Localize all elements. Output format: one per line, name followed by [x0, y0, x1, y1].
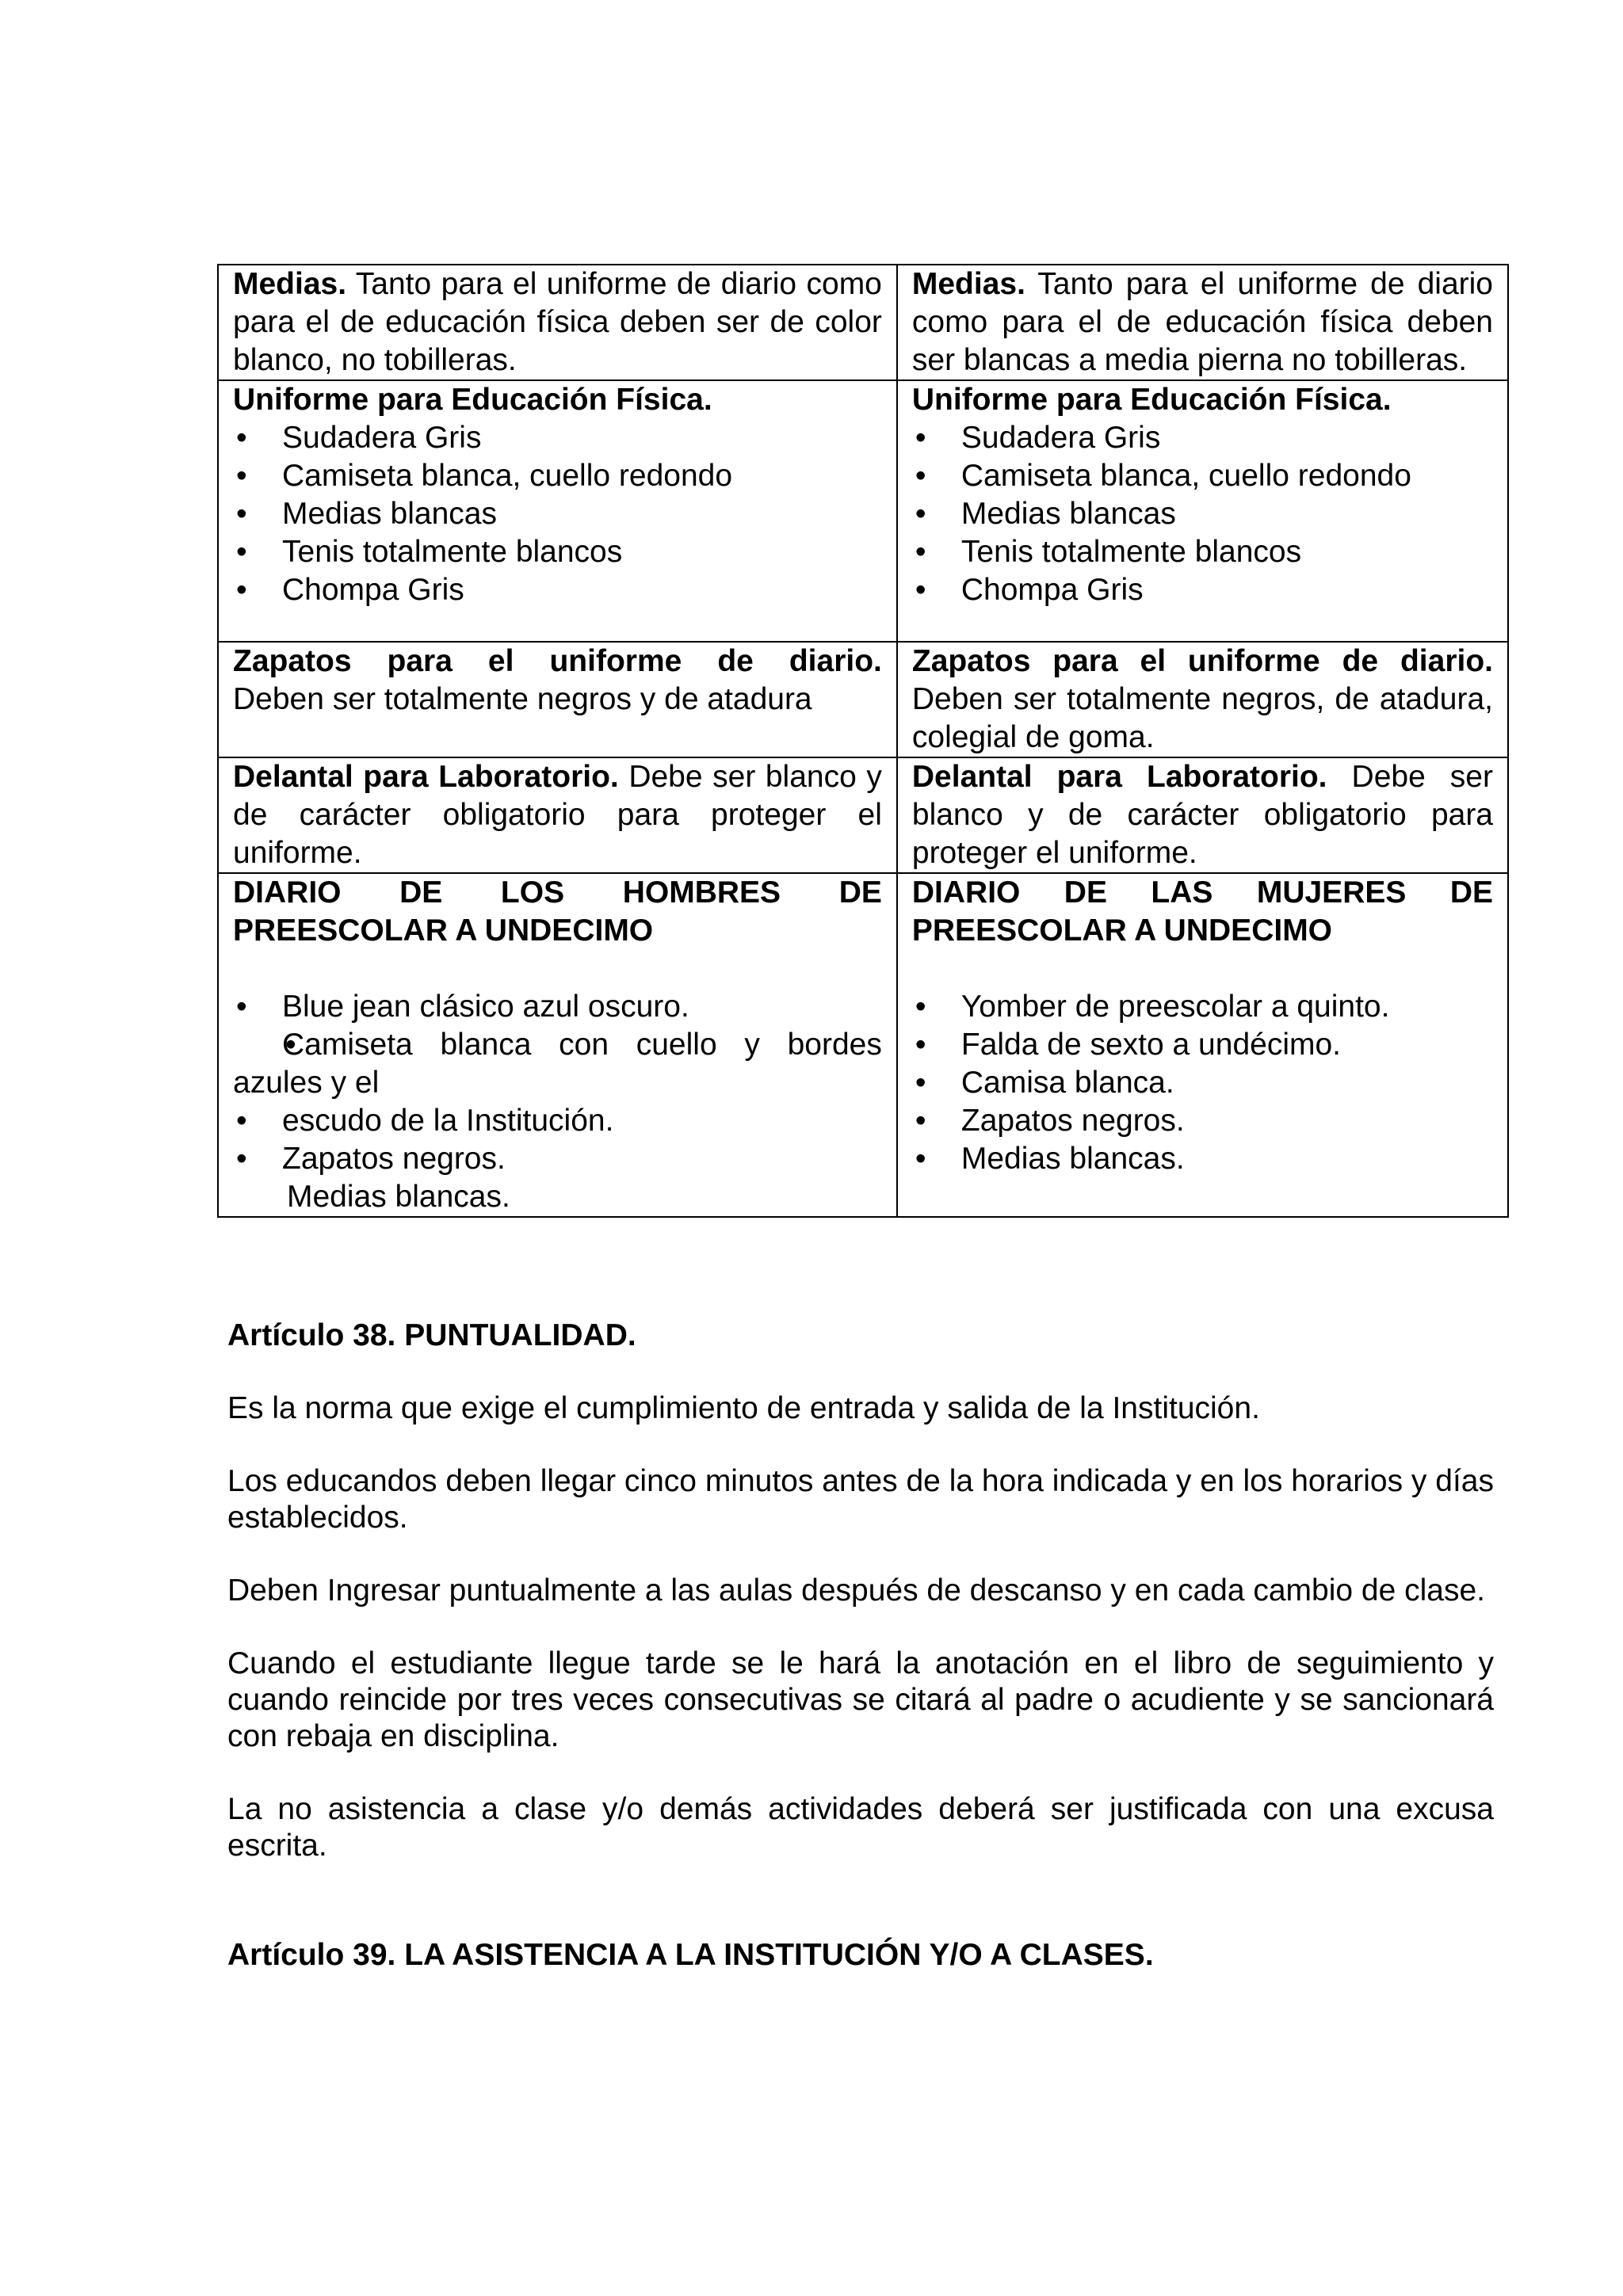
- table-cell-right: [897, 642, 1508, 757]
- paragraph: Cuando el estudiante llegue tarde se le hará la anotación en el libro de seguimiento y cuando reincide por tres veces consecutivas se citará al padre o acudiente y se sancionará con rebaja en disciplina.: [227, 1646, 1494, 1753]
- cell-title: Medias.: [911, 267, 1025, 301]
- list-item: • Chompa Gris: [233, 571, 882, 609]
- table-row: [218, 265, 1508, 380]
- cell-title: Zapatos para el uniforme de diario.: [233, 644, 882, 678]
- list-item: • Camisa blanca.: [912, 1064, 1493, 1102]
- bullet-list: [912, 419, 1493, 609]
- list-item: • Medias blancas: [233, 495, 882, 533]
- cell-title: Zapatos para el uniforme de diario.: [911, 644, 1493, 678]
- list-item: • Camiseta blanca, cuello redondo: [912, 457, 1493, 495]
- list-item: • Sudadera Gris: [233, 419, 882, 457]
- list-item: • Blue jean clásico azul oscuro.: [233, 988, 882, 1026]
- paragraph: Los educandos deben llegar cinco minutos antes de la hora indicada y en los horarios y días establecidos.: [227, 1464, 1494, 1535]
- table-cell-right: [897, 757, 1508, 873]
- list-item: • Medias blancas: [912, 495, 1493, 533]
- table-row: [218, 642, 1508, 757]
- list-item: • Zapatos negros.: [233, 1140, 882, 1178]
- table-cell-right: [897, 265, 1508, 380]
- article-38-heading: Artículo 38. PUNTUALIDAD.: [227, 1318, 636, 1352]
- table-cell-left: [218, 642, 897, 757]
- uniform-table: [217, 264, 1509, 1218]
- cell-text: Deben ser totalmente negros, de atadura, colegial de goma.: [911, 682, 1493, 754]
- article-body: [227, 1318, 1494, 1974]
- list-item: • Yomber de preescolar a quinto.: [912, 988, 1493, 1026]
- list-item: • Sudadera Gris: [912, 419, 1493, 457]
- table-cell-left: [218, 757, 897, 873]
- cell-text: Tanto para el uniforme de diario como para el de educación física deben ser de color blanco, no tobilleras.: [233, 267, 882, 377]
- list-item: • Camiseta blanca con cuello y bordes azules y el: [233, 1026, 882, 1102]
- table-row: [218, 757, 1508, 873]
- table-cell-left: [218, 265, 897, 380]
- table-row: [218, 380, 1508, 642]
- cell-title: PREESCOLAR A UNDECIMO: [233, 913, 654, 948]
- list-item: Medias blancas.: [287, 1180, 510, 1214]
- article-39-heading: Artículo 39. LA ASISTENCIA A LA INSTITUCIÓN Y/O A CLASES.: [227, 1938, 1154, 1972]
- cell-title: Delantal para Laboratorio.: [233, 760, 619, 794]
- list-item: • Tenis totalmente blancos: [912, 533, 1493, 571]
- cell-text: Debe ser blanco y de carácter obligatorio para proteger el uniforme.: [911, 760, 1493, 870]
- table-cell-right: [897, 380, 1508, 642]
- cell-title: PREESCOLAR A UNDECIMO: [911, 913, 1333, 948]
- bullet-list: [233, 988, 882, 1216]
- list-item: • Zapatos negros.: [912, 1102, 1493, 1140]
- cell-text: Deben ser totalmente negros y de atadura: [233, 682, 812, 716]
- cell-text: Debe ser blanco y de carácter obligatorio para proteger el uniforme.: [233, 760, 882, 870]
- cell-text: Tanto para el uniforme de diario como para el de educación física deben ser blancas a media pierna no tobilleras.: [911, 267, 1493, 377]
- table-cell-left: [218, 873, 897, 1217]
- table-cell-left: [218, 380, 897, 642]
- cell-title: DIARIO DE LAS MUJERES DE: [911, 875, 1493, 910]
- bullet-list: [233, 419, 882, 609]
- cell-title: Uniforme para Educación Física.: [911, 383, 1392, 417]
- list-item: • Chompa Gris: [912, 571, 1493, 609]
- list-item: • Falda de sexto a undécimo.: [912, 1026, 1493, 1064]
- list-item: • Camiseta blanca, cuello redondo: [233, 457, 882, 495]
- list-item: • Tenis totalmente blancos: [233, 533, 882, 571]
- list-item: • escudo de la Institución.: [233, 1102, 882, 1140]
- cell-title: Delantal para Laboratorio.: [911, 760, 1327, 794]
- list-item: • Medias blancas.: [912, 1140, 1493, 1178]
- cell-title: Uniforme para Educación Física.: [233, 383, 712, 417]
- bullet-list: [912, 988, 1493, 1178]
- table-cell-right: [897, 873, 1508, 1217]
- paragraph: La no asistencia a clase y/o demás actividades deberá ser justificada con una excusa escrita.: [227, 1792, 1494, 1863]
- paragraph: Es la norma que exige el cumplimiento de entrada y salida de la Institución.: [227, 1391, 1260, 1425]
- table-row: [218, 873, 1508, 1217]
- paragraph: Deben Ingresar puntualmente a las aulas después de descanso y en cada cambio de clase.: [227, 1573, 1486, 1608]
- cell-title: DIARIO DE LOS HOMBRES DE: [233, 875, 882, 910]
- cell-title: Medias.: [233, 267, 347, 301]
